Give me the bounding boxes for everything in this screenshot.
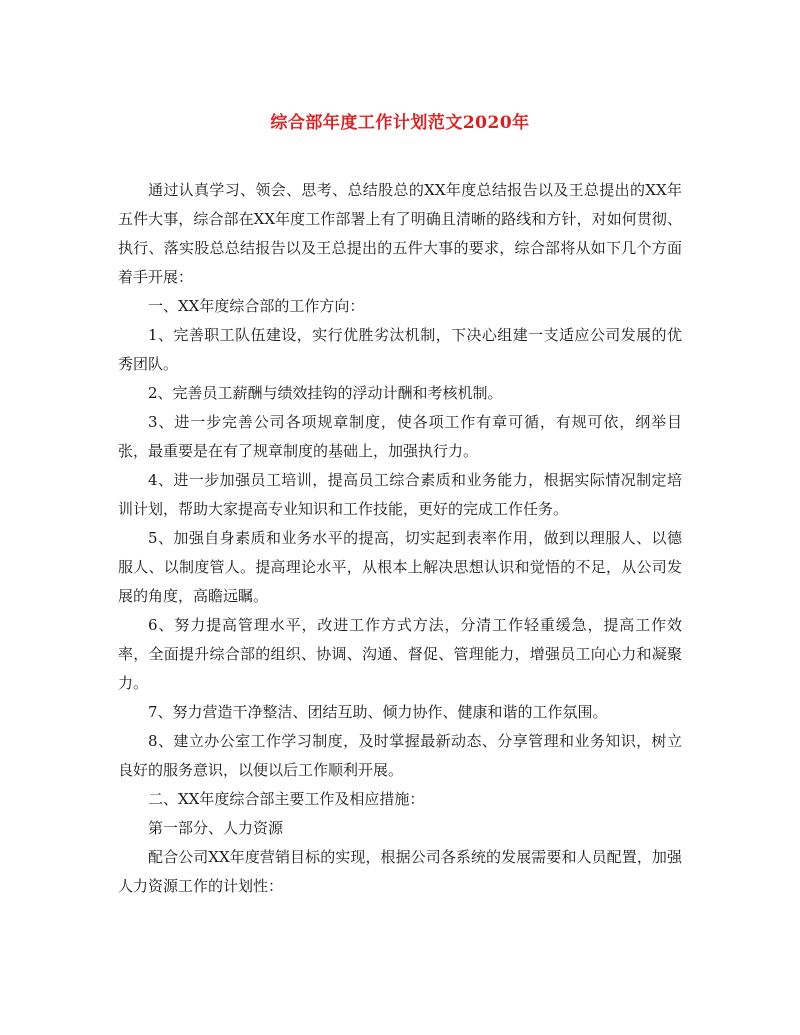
- paragraph-intro: 通过认真学习、领会、思考、总结股总的XX年度总结报告以及王总提出的XX年五件大事，综合部在XX年度工作部署上有了明确且清晰的路线和方针，对如何贯彻、执行、落实股总总结报告以及王总提出的五件大事的要求，综合部将从如下几个方面着手开展：: [118, 181, 682, 286]
- list-item: 8、建立办公室工作学习制度，及时掌握最新动态、分享管理和业务知识，树立良好的服务意识，以便以后工作顺利开展。: [118, 732, 682, 779]
- subsection-heading-hr: 第一部分、人力资源: [148, 819, 284, 837]
- section-heading-tasks: 二、XX年度综合部主要工作及相应措施：: [148, 790, 425, 808]
- list-item: 4、进一步加强员工培训，提高员工综合素质和业务能力，根据实际情况制定培训计划，帮助大家提高专业知识和工作技能，更好的完成工作任务。: [118, 471, 682, 518]
- document-body: [118, 176, 682, 901]
- list-item: 3、进一步完善公司各项规章制度，使各项工作有章可循，有规可依，纲举目张，最重要是在有了规章制度的基础上，加强执行力。: [118, 413, 682, 460]
- section-heading-direction: 一、XX年度综合部的工作方向：: [148, 297, 365, 315]
- list-item: 6、努力提高管理水平，改进工作方式方法，分清工作轻重缓急，提高工作效率，全面提升综合部的组织、协调、沟通、督促、管理能力，增强员工向心力和凝聚力。: [118, 616, 682, 692]
- document-title: 综合部年度工作计划范文2020年: [270, 113, 530, 133]
- list-item: 5、加强自身素质和业务水平的提高，切实起到表率作用，做到以理服人、以德服人、以制度管人。提高理论水平，从根本上解决思想认识和觉悟的不足，从公司发展的角度，高瞻远瞩。: [118, 529, 682, 605]
- list-item: 1、完善职工队伍建设，实行优胜劣汰机制，下决心组建一支适应公司发展的优秀团队。: [118, 326, 682, 373]
- paragraph-hr: 配合公司XX年度营销目标的实现，根据公司各系统的发展需要和人员配置，加强人力资源工作的计划性：: [118, 848, 682, 895]
- list-item: 7、努力营造干净整洁、团结互助、倾力协作、健康和谐的工作氛围。: [148, 703, 608, 721]
- list-item: 2、完善员工薪酬与绩效挂钩的浮动计酬和考核机制。: [148, 384, 503, 402]
